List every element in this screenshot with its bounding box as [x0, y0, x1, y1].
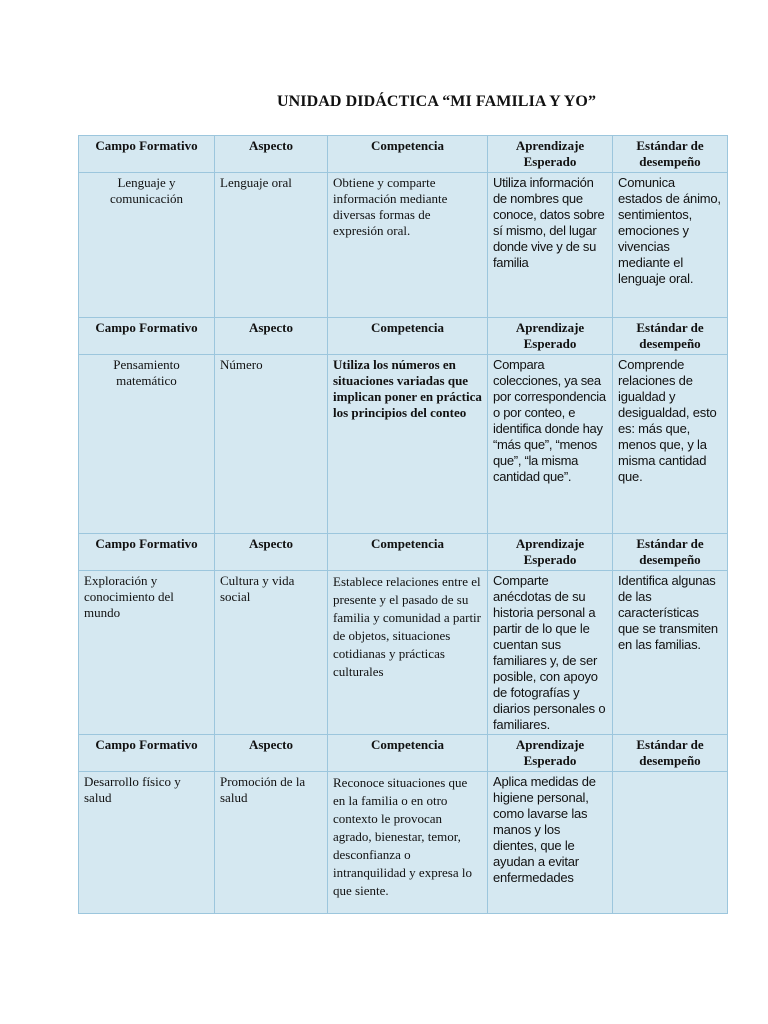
aspecto-cell: Cultura y vida social	[215, 571, 328, 735]
header-row	[79, 534, 728, 571]
campo-cell: Exploración y conocimiento del mundo	[79, 571, 215, 735]
header-estandar: Estándar de desempeño	[613, 735, 728, 772]
table-row	[79, 173, 728, 318]
header-aprendizaje: Aprendizaje Esperado	[488, 136, 613, 173]
unit-table	[78, 135, 728, 914]
competencia-cell: Reconoce situaciones que en la familia o en otro contexto le provocan agrado, bienestar, temor, desconfianza o intranquilidad y expresa lo que siente.	[328, 772, 488, 914]
competencia-cell: Utiliza los números en situaciones variadas que implican poner en práctica los principios del conteo	[328, 355, 488, 534]
aprendizaje-cell: Aplica medidas de higiene personal, como lavarse las manos y los dientes, que le ayudan a evitar enfermedades	[488, 772, 613, 914]
header-row	[79, 136, 728, 173]
estandar-cell	[613, 772, 728, 914]
aspecto-cell: Lenguaje oral	[215, 173, 328, 318]
aprendizaje-cell: Comparte anécdotas de su historia personal a partir de lo que le cuentan sus familiares y, de ser posible, con apoyo de fotografías y diarios personales o familiares.	[488, 571, 613, 735]
header-estandar: Estándar de desempeño	[613, 318, 728, 355]
header-campo: Campo Formativo	[79, 318, 215, 355]
table-row	[79, 772, 728, 914]
header-competencia: Competencia	[328, 534, 488, 571]
header-campo: Campo Formativo	[79, 735, 215, 772]
aspecto-cell: Número	[215, 355, 328, 534]
aprendizaje-cell: Utiliza información de nombres que conoce, datos sobre sí mismo, del lugar donde vive y de su familia	[488, 173, 613, 318]
campo-cell: Lenguaje y comunicación	[79, 173, 215, 318]
header-competencia: Competencia	[328, 735, 488, 772]
estandar-cell: Identifica algunas de las características que se transmiten en las familias.	[613, 571, 728, 735]
header-aprendizaje: Aprendizaje Esperado	[488, 534, 613, 571]
estandar-cell: Comunica estados de ánimo, sentimientos, emociones y vivencias mediante el lenguaje oral.	[613, 173, 728, 318]
header-aprendizaje: Aprendizaje Esperado	[488, 318, 613, 355]
competencia-cell: Establece relaciones entre el presente y el pasado de su familia y comunidad a partir de objetos, situaciones cotidianas y prácticas culturales	[328, 571, 488, 735]
header-campo: Campo Formativo	[79, 136, 215, 173]
header-aspecto: Aspecto	[215, 318, 328, 355]
header-competencia: Competencia	[328, 136, 488, 173]
table-row	[79, 355, 728, 534]
header-competencia: Competencia	[328, 318, 488, 355]
campo-cell: Desarrollo físico y salud	[79, 772, 215, 914]
document-title: UNIDAD DIDÁCTICA “MI FAMILIA Y YO”	[276, 93, 597, 110]
header-aspecto: Aspecto	[215, 136, 328, 173]
table-row	[79, 571, 728, 735]
campo-cell: Pensamiento matemático	[79, 355, 215, 534]
header-row	[79, 735, 728, 772]
header-estandar: Estándar de desempeño	[613, 136, 728, 173]
estandar-cell: Comprende relaciones de igualdad y desigualdad, esto es: más que, menos que, y la misma cantidad que.	[613, 355, 728, 534]
header-campo: Campo Formativo	[79, 534, 215, 571]
aspecto-cell: Promoción de la salud	[215, 772, 328, 914]
header-aspecto: Aspecto	[215, 735, 328, 772]
header-aprendizaje: Aprendizaje Esperado	[488, 735, 613, 772]
header-aspecto: Aspecto	[215, 534, 328, 571]
header-estandar: Estándar de desempeño	[613, 534, 728, 571]
competencia-cell: Obtiene y comparte información mediante diversas formas de expresión oral.	[328, 173, 488, 318]
aprendizaje-cell: Compara colecciones, ya sea por correspondencia o por conteo, e identifica donde hay “más que”, “menos que”, “la misma cantidad que”.	[488, 355, 613, 534]
header-row	[79, 318, 728, 355]
